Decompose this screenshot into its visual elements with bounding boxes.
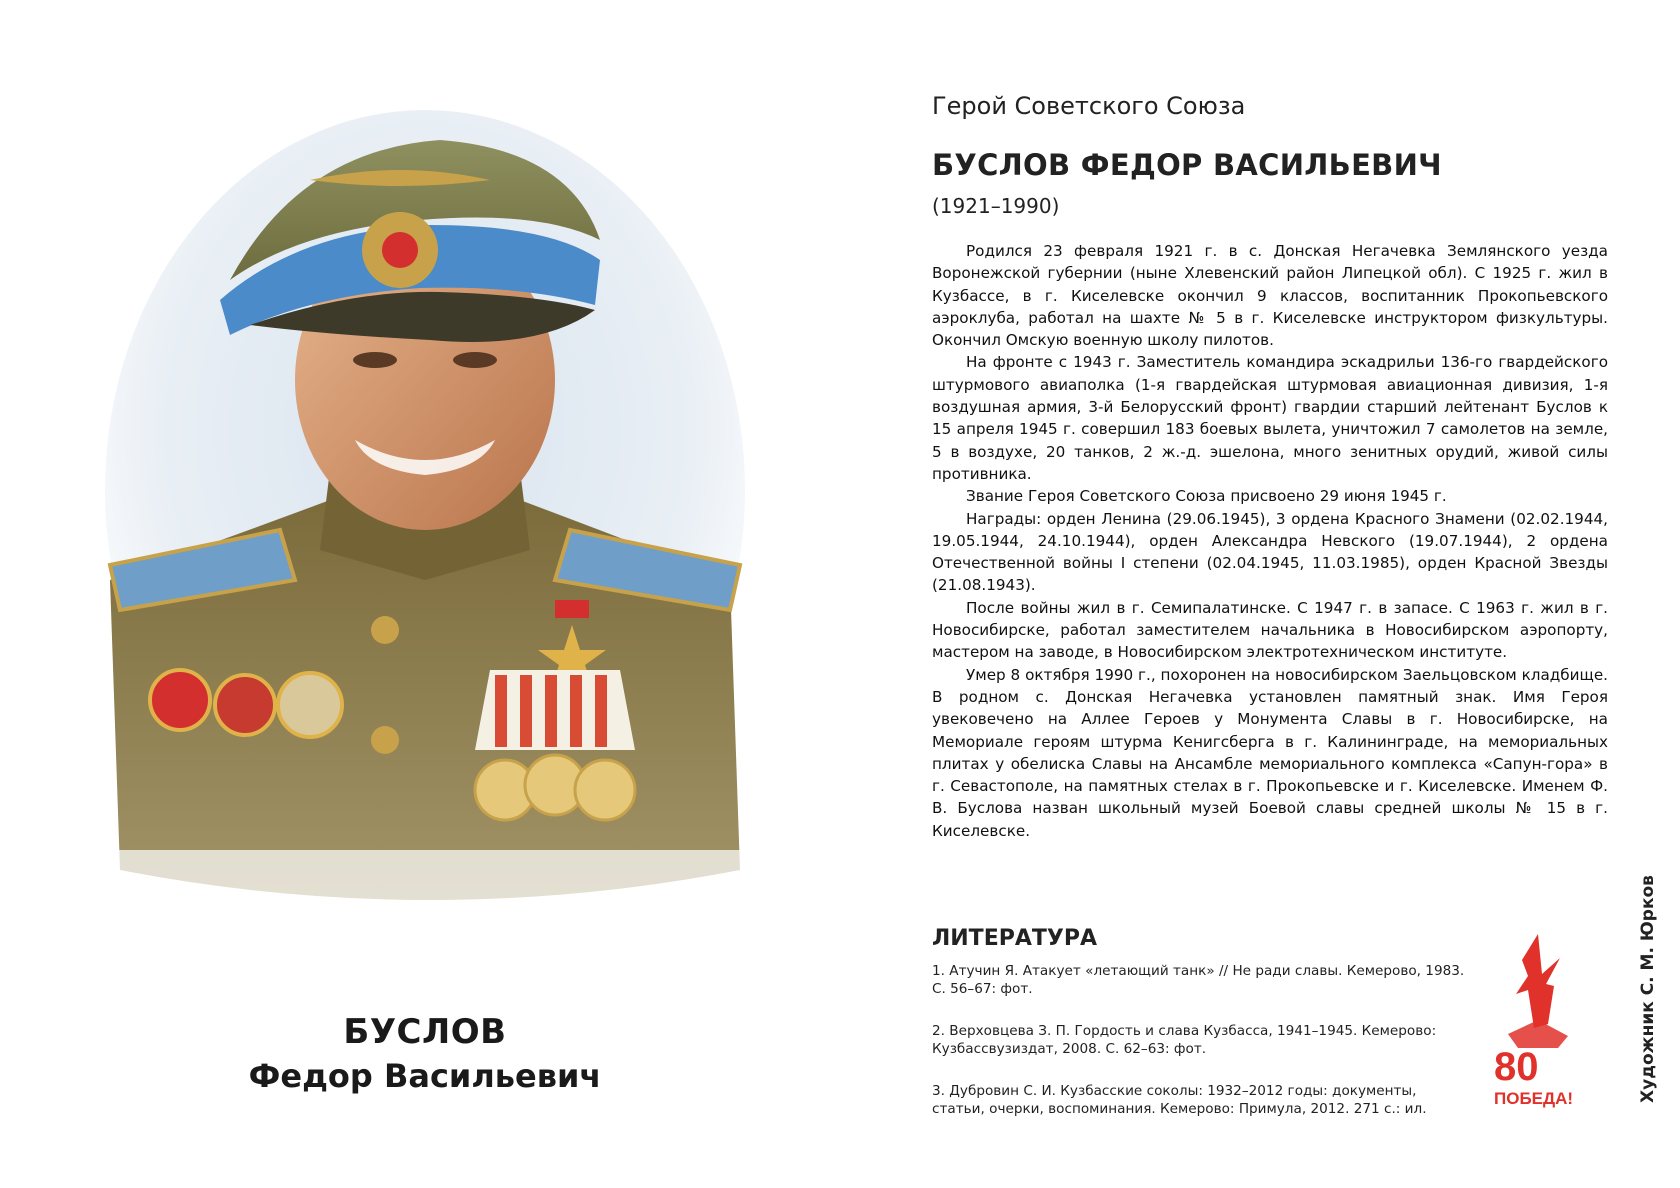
logo-text: ПОБЕДА!: [1494, 1089, 1574, 1108]
biography: [932, 240, 1608, 842]
bio-paragraph: Звание Героя Советского Союза присвоено 29 июня 1945 г.: [966, 487, 1447, 506]
caption-given-names: Федор Васильевич: [248, 1057, 602, 1095]
literature-item: 3. Дубровин С. И. Кузбасские соколы: 1932–2012 годы: документы, статьи, очерки, воспоминания. Кемерово: Примула, 2012. 271 с.: ил.: [932, 1083, 1427, 1117]
order-red-banner: [575, 760, 635, 820]
fade: [100, 850, 750, 930]
right-eye: [453, 352, 497, 368]
page-title: БУСЛОВ ФЕДОР ВАСИЛЬЕВИЧ: [932, 148, 1442, 182]
literature-item: 1. Атучин Я. Атакует «летающий танк» // Не ради славы. Кемерово, 1983. С. 56–67: фот.: [932, 963, 1465, 997]
ribbon-stripe: [545, 675, 557, 747]
bio-paragraph: Награды: орден Ленина (29.06.1945), 3 ордена Красного Знамени (02.02.1944, 19.05.1944, 24.10.1944), орден Александра Невского (19.07.1944), 2 ордена Отечественной войны I степени (02.04.1945, 11.03.1985), орден Красной Звезды (21.08.1943).: [932, 509, 1608, 595]
hero-star-ribbon: [555, 600, 589, 618]
artist-credit: [1628, 874, 1668, 1104]
bio-paragraph: На фронте с 1943 г. Заместитель командира эскадрильи 136-го гвардейского штурмового авиаполка (1-я гвардейская штурмовая авиационная дивизия, 1-я воздушная армия, 3-й Белорусский фронт) гвардии старший лейтенант Буслов к 15 апреля 1945 г. совершил 183 боевых вылета, уничтожил 7 самолетов на земле, 5 в воздухе, 20 танков, 2 ж.-д. эшелона, много зенитных орудий, живой силы противника.: [932, 353, 1608, 483]
button: [371, 616, 399, 644]
right-page: [840, 0, 1680, 1188]
bio-paragraph: Умер 8 октября 1990 г., похоронен на новосибирском Заельцовском кладбище. В родном с. Донская Негачевка установлен памятный знак. Имя Героя увековечено на Аллее Героев у Монумента Славы в г. Новосибирске, на Мемориале героям штурма Кенигсберга в г. Калининграде, на мемориальных плитах у обелиска Славы на Ансамбле мемориального комплекса «Сапун-гора» в г. Севастополе, на памятных стелах в г. Прокопьевске и г. Киселевске. Именем Ф. В. Буслова назван школьный музей Боевой славы средней школы № 15 в г. Киселевске.: [932, 665, 1608, 840]
cap-star: [382, 232, 418, 268]
order-patriotic-war: [215, 675, 275, 735]
ribbon-stripe: [570, 675, 582, 747]
order-nevsky: [278, 673, 342, 737]
logo-number: 80: [1494, 1045, 1539, 1089]
ribbon-stripe: [595, 675, 607, 747]
artist-credit-text: Художник С. М. Юрков: [1638, 875, 1658, 1103]
portrait-caption: [140, 1010, 710, 1098]
literature-list: [932, 962, 1472, 1142]
caption-surname: БУСЛОВ: [343, 1012, 507, 1052]
bio-paragraph: После войны жил в г. Семипалатинске. С 1947 г. в запасе. С 1963 г. жил в г. Новосибирске, работал заместителем начальника в Новосибирском аэропорту, мастером на заводе, в Новосибирском электротехническом институте.: [932, 598, 1608, 662]
left-eye: [353, 352, 397, 368]
hero-portrait: [100, 110, 750, 930]
life-years: (1921–1990): [932, 194, 1060, 218]
literature-item: 2. Верховцева З. П. Гордость и слава Кузбасса, 1941–1945. Кемерово: Кузбассвузиздат, 2008. С. 62–63: фот.: [932, 1023, 1437, 1057]
button: [371, 726, 399, 754]
bio-paragraph: Родился 23 февраля 1921 г. в с. Донская Негачевка Землянского уезда Воронежской губернии (ныне Хлевенский район Липецкой обл). С 1925 г. жил в Кузбассе, в г. Киселевске окончил 9 классов, воспитанник Прокопьевского аэроклуба, работал на шахте № 5 в г. Киселевске инструктором физкультуры. Окончил Омскую военную школу пилотов.: [932, 242, 1608, 350]
victory-80-logo: [1488, 924, 1588, 1110]
portrait-illustration: [100, 110, 750, 930]
ribbon-stripe: [495, 675, 507, 747]
page-subtitle: Герой Советского Союза: [932, 92, 1246, 120]
ribbon-stripe: [520, 675, 532, 747]
literature-heading: ЛИТЕРАТУРА: [932, 926, 1097, 951]
order-red-star: [150, 670, 210, 730]
motherland-statue-icon: [1488, 924, 1588, 1110]
